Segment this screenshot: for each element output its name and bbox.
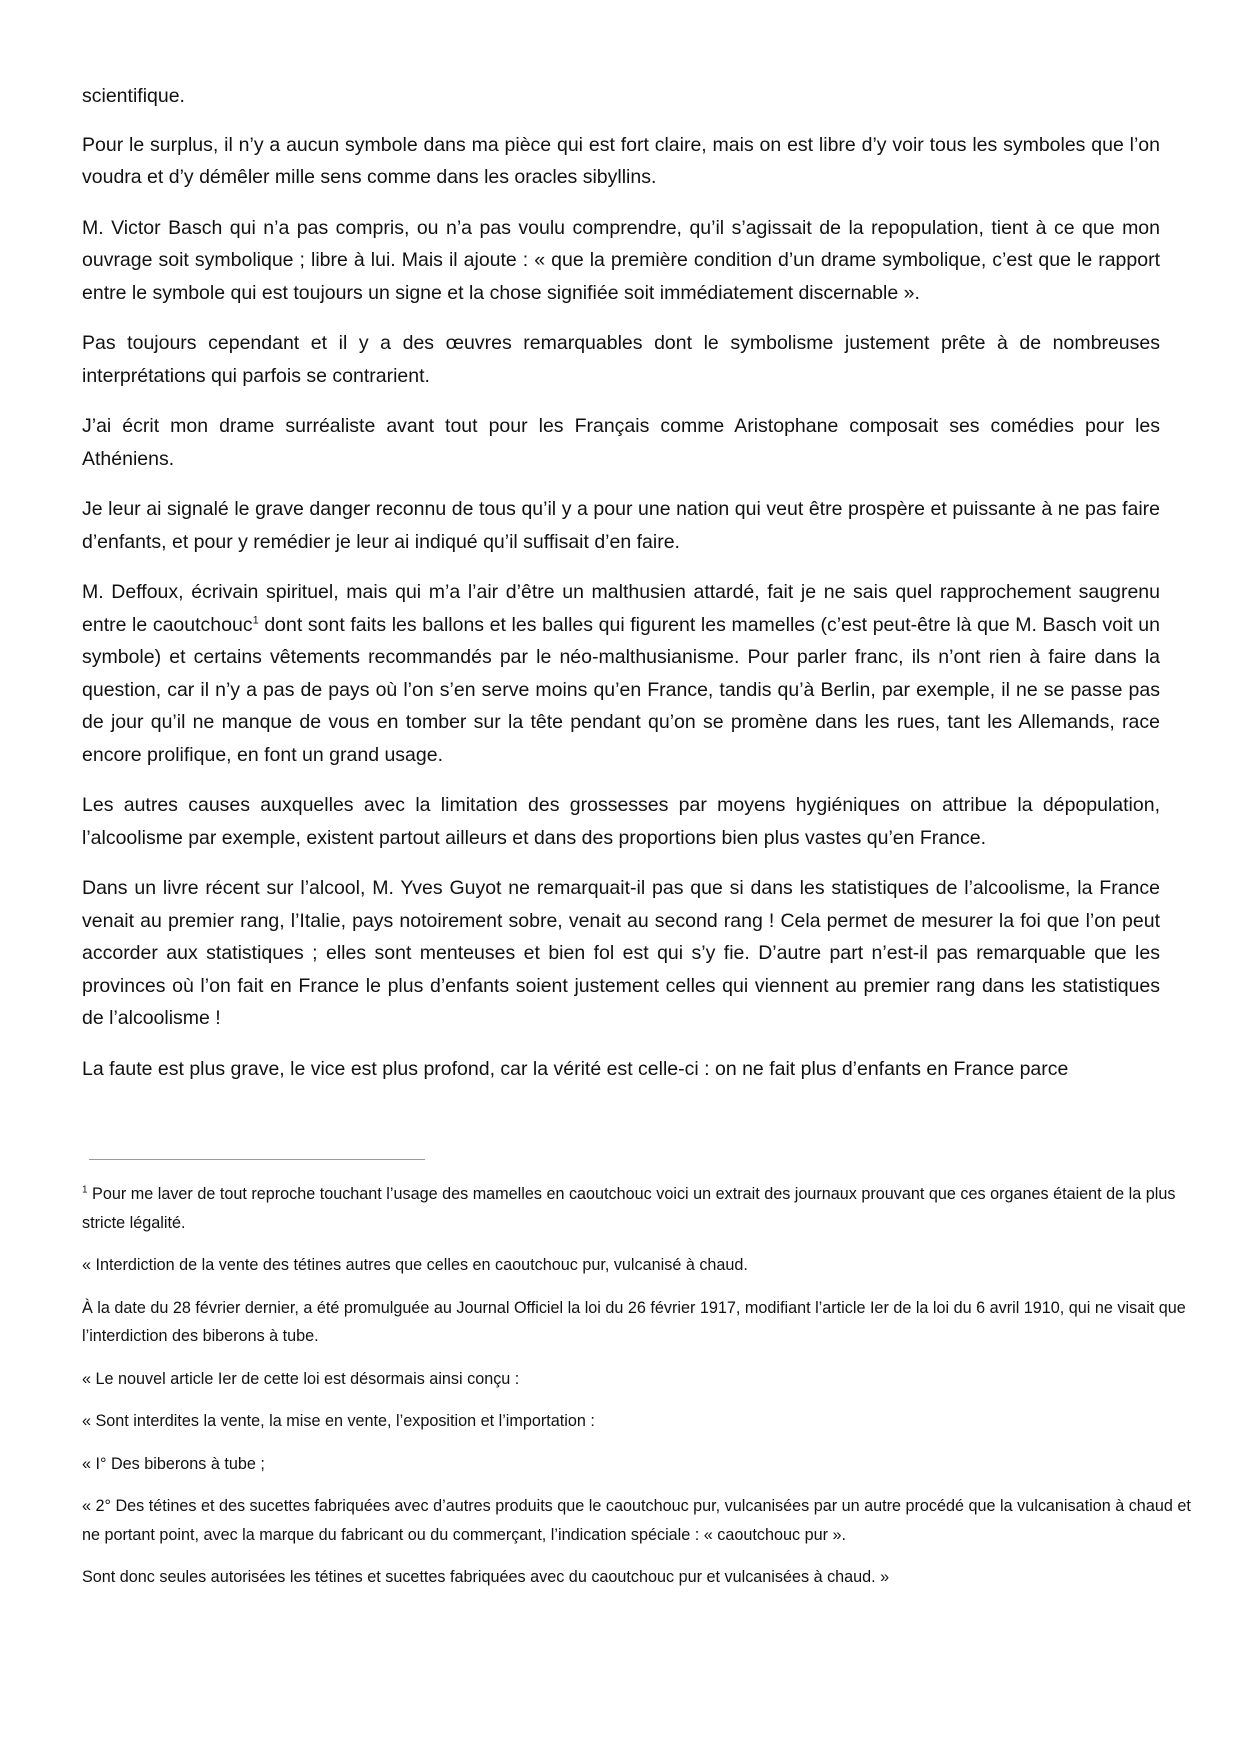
- paragraph: [82, 576, 1160, 771]
- paragraph: Je leur ai signalé le grave danger reconnu de tous qu’il y a pour une nation qui veut être prospère et puissante à ne pas faire d’enfants, et pour y remédier je leur ai indiqué qu’il suffisait d’en faire.: [82, 498, 1160, 553]
- paragraph: Pour le surplus, il n’y a aucun symbole dans ma pièce qui est fort claire, mais on est libre d’y voir tous les symboles que l’on voudra et d’y démêler mille sens comme dans les oracles sibyllins.: [82, 133, 1160, 188]
- footnote-line: À la date du 28 février dernier, a été promulguée au Journal Officiel la loi du 26 février 1917, modifiant l’article Ier de la loi du 6 avril 1910, qui ne visait que l’interdiction des biberons à tube.: [82, 1298, 1186, 1345]
- paragraph: La faute est plus grave, le vice est plus profond, car la vérité est celle-ci : on ne fait plus d’enfants en France parce: [82, 1057, 1069, 1080]
- paragraph: scientifique.: [82, 85, 185, 107]
- footnote: [82, 1180, 1202, 1237]
- paragraph-text: M. Deffoux, écrivain spirituel, mais qui m’a l’air d’être un malthusien attardé, fait je ne sais quel rapprochement saugrenu entre le caoutchouc: [82, 581, 1160, 636]
- footnote-spacer: [82, 1159, 1202, 1180]
- footnote-reference[interactable]: 1: [252, 614, 259, 626]
- footnote-line: « Interdiction de la vente des tétines autres que celles en caoutchouc pur, vulcanisé à chaud.: [82, 1256, 748, 1274]
- paragraph: M. Victor Basch qui n’a pas compris, ou n’a pas voulu comprendre, qu’il s’agissait de la repopulation, tient à ce que mon ouvrage soit symbolique ; libre à lui. Mais il ajoute : « que la première condition d’un drame symbolique, c’est que le rapport entre le symbole qui est toujours un signe et la chose signifiée soit immédiatement discernable ».: [82, 216, 1160, 304]
- paragraph: Les autres causes auxquelles avec la limitation des grossesses par moyens hygiéniques on attribue la dépopulation, l’alcoolisme par exemple, existent partout ailleurs et dans des proportions bien plus vastes qu’en France.: [82, 794, 1160, 849]
- paragraph: J’ai écrit mon drame surréaliste avant tout pour les Français comme Aristophane composait ses comédies pour les Athéniens.: [82, 415, 1160, 470]
- footnote-text: Pour me laver de tout reproche touchant l’usage des mamelles en caoutchouc voici un extrait des journaux prouvant que ces organes étaient de la plus stricte légalité.: [82, 1185, 1176, 1232]
- paragraph: Pas toujours cependant et il y a des œuvres remarquables dont le symbolisme justement prête à de nombreuses interprétations qui parfois se contrarient.: [82, 332, 1160, 387]
- paragraph: Dans un livre récent sur l’alcool, M. Yves Guyot ne remarquait-il pas que si dans les statistiques de l’alcoolisme, la France venait au premier rang, l’Italie, pays notoirement sobre, venait au second rang ! Cela permet de mesurer la foi que l’on peut accorder aux statistiques ; elles sont menteuses et bien fol est qui s’y fie. D’autre part n’est-il pas remarquable que les provinces où l’on fait en France le plus d’enfants soient justement celles qui viennent au premier rang dans les statistiques de l’alcoolisme !: [82, 877, 1160, 1029]
- footnote-line: « Le nouvel article Ier de cette loi est désormais ainsi conçu :: [82, 1369, 520, 1388]
- footnote-line: « Sont interdites la vente, la mise en vente, l’exposition et l’importation :: [82, 1412, 595, 1430]
- footnote-line: Sont donc seules autorisées les tétines et sucettes fabriquées avec du caoutchouc pur et vulcanisées à chaud. »: [82, 1568, 890, 1586]
- footnote-line: « 2° Des tétines et des sucettes fabriquées avec d’autres produits que le caoutchouc pur, vulcanisées par un autre procédé que la vulcanisation à chaud et ne portant point, avec la marque du fabricant ou du commerçant, l’indication spéciale : « caoutchouc pur ».: [82, 1497, 1191, 1544]
- footnotes: [82, 1159, 1202, 1606]
- footnote-marker: 1: [82, 1184, 88, 1196]
- main-text: [82, 80, 1160, 1103]
- footnote-line: « I° Des biberons à tube ;: [82, 1454, 265, 1473]
- paragraph-text: dont sont faits les ballons et les balles qui figurent les mamelles (c’est peut-être là que M. Basch voit un symbole) et certains vêtements recommandés par le néo-malthusianisme. Pour parler franc, ils n’ont rien à faire dans la question, car il n’y a pas de pays où l’on s’en serve moins qu’en France, tandis qu’à Berlin, par exemple, il ne se passe pas de jour qu’il ne manque de vous en tomber sur la tête pendant qu’on se promène dans les rues, tant les Allemands, race encore prolifique, en font un grand usage.: [82, 613, 1160, 766]
